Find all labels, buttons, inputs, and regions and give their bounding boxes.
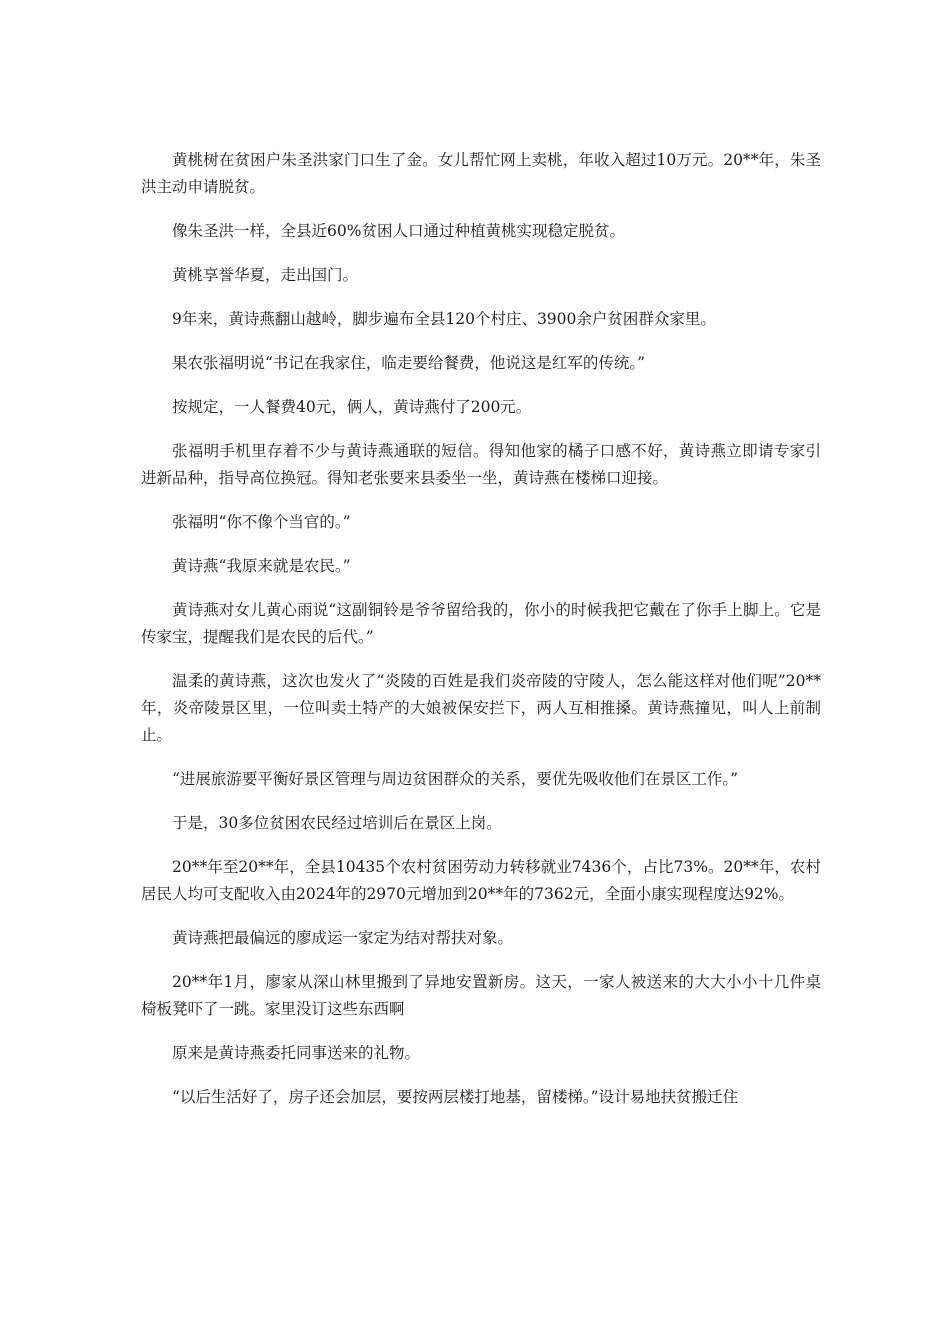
paragraph: 张福明手机里存着不少与黄诗燕通联的短信。得知他家的橘子口感不好，黄诗燕立即请专家引进新品种，指导高位换冠。得知老张要来县委坐一坐，黄诗燕在楼梯口迎接。: [141, 442, 821, 487]
paragraph: “以后生活好了，房子还会加层，要按两层楼打地基，留楼梯。”设计易地扶贫搬迁住: [172, 1088, 739, 1106]
paragraph: 于是，30多位贫困农民经过培训后在景区上岗。: [172, 814, 502, 832]
paragraph: 黄诗燕对女儿黄心雨说“这副铜铃是爷爷留给我的，你小的时候我把它戴在了你手上脚上。它是传家宝，提醒我们是农民的后代。”: [141, 601, 821, 646]
paragraph: 像朱圣洪一样，全县近60%贫困人口通过种植黄桃实现稳定脱贫。: [172, 222, 625, 240]
paragraph: 20**年1月，廖家从深山林里搬到了异地安置新房。这天，一家人被送来的大大小小十几件桌椅板凳吓了一跳。家里没订这些东西啊: [141, 973, 821, 1018]
paragraph: “进展旅游要平衡好景区管理与周边贫困群众的关系，要优先吸收他们在景区工作。”: [172, 770, 739, 788]
paragraph: 9年来，黄诗燕翻山越岭，脚步遍布全县120个村庄、3900余户贫困群众家里。: [172, 310, 716, 328]
paragraph: 按规定，一人餐费40元，俩人，黄诗燕付了200元。: [172, 398, 532, 416]
paragraph: 温柔的黄诗燕，这次也发火了“炎陵的百姓是我们炎帝陵的守陵人，怎么能这样对他们呢”20**年，炎帝陵景区里，一位叫卖土特产的大娘被保安拦下，两人互相推搡。黄诗燕撞见，叫人上前制止。: [141, 672, 821, 744]
paragraph: 黄桃享誉华夏，走出国门。: [172, 266, 359, 284]
paragraph: 20**年至20**年，全县10435个农村贫困劳动力转移就业7436个，占比73%。20**年，农村居民人均可支配收入由2024年的2970元增加到20**年的7362元，全面小康实现程度达92%。: [141, 858, 821, 903]
paragraph: 黄诗燕“我原来就是农民。”: [172, 557, 351, 575]
paragraph: 果农张福明说“书记在我家住，临走要给餐费，他说这是红军的传统。”: [172, 354, 646, 372]
article-body: [141, 147, 821, 1128]
paragraph: 黄诗燕把最偏远的廖成运一家定为结对帮扶对象。: [172, 929, 514, 947]
paragraph: 黄桃树在贫困户朱圣洪家门口生了金。女儿帮忙网上卖桃，年收入超过10万元。20**年，朱圣洪主动申请脱贫。: [141, 151, 821, 196]
paragraph: 原来是黄诗燕委托同事送来的礼物。: [172, 1044, 421, 1062]
paragraph: 张福明“你不像个当官的。”: [172, 513, 351, 531]
